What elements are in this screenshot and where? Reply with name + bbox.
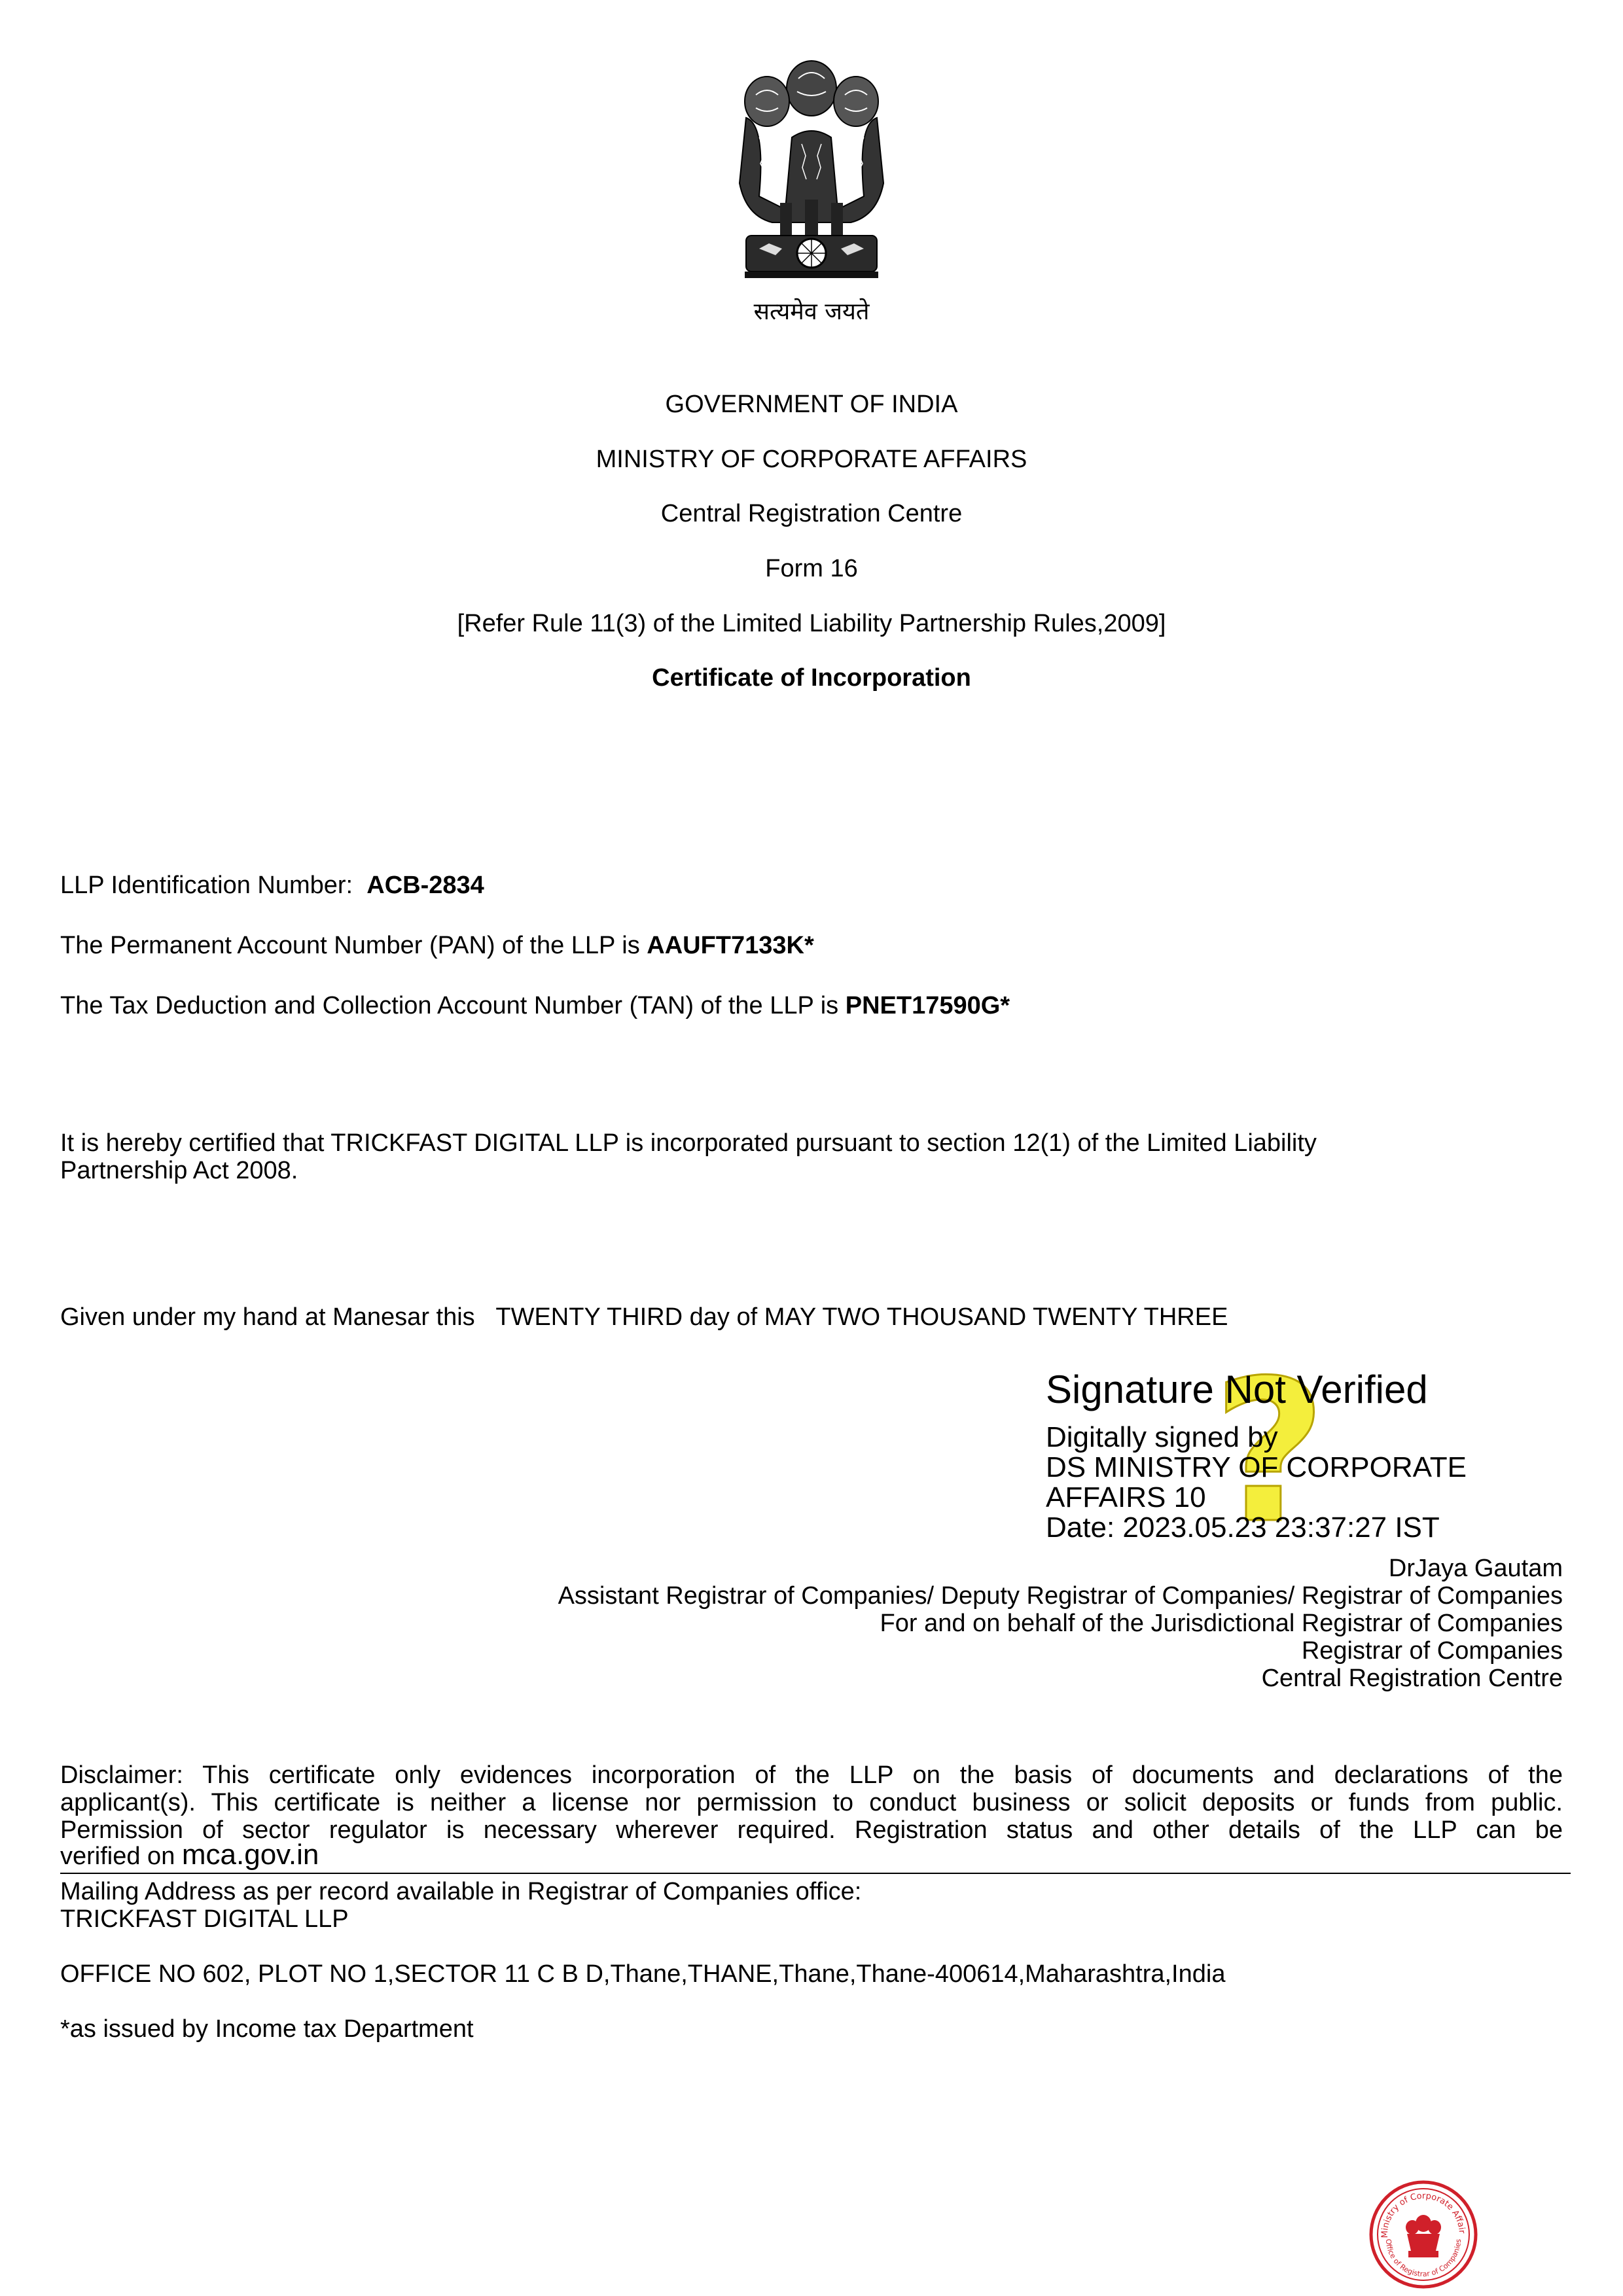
divider bbox=[60, 1873, 1571, 1874]
given-date: TWENTY THIRD day of MAY TWO THOUSAND TWENTY THREE bbox=[495, 1303, 1228, 1331]
national-emblem-lion-capital-icon bbox=[720, 52, 903, 301]
disclaimer-line-4 bbox=[60, 1841, 1563, 1870]
header-ministry: MINISTRY OF CORPORATE AFFAIRS bbox=[596, 446, 1027, 473]
emblem-motto: सत्यमेव जयते bbox=[753, 298, 870, 325]
given-prefix: Given under my hand at Manesar this bbox=[60, 1303, 475, 1331]
header-registration-centre: Central Registration Centre bbox=[660, 500, 963, 527]
registrar-title-2: For and on behalf of the Jurisdictional Registrar of Companies bbox=[880, 1610, 1563, 1637]
header-government: GOVERNMENT OF INDIA bbox=[665, 391, 958, 418]
certificate-title: Certificate of Incorporation bbox=[652, 664, 971, 692]
svg-text:Ministry of Corporate Affairs: Ministry of Corporate Affairs bbox=[1380, 2191, 1467, 2238]
mca-link[interactable]: mca.gov.in bbox=[181, 1839, 319, 1871]
disclaimer-line-3: Permission of sector regulator is necessary wherever required. Registration status and other details of the LLP can be bbox=[60, 1816, 1563, 1844]
registrar-title-3: Registrar of Companies bbox=[1301, 1637, 1563, 1665]
signature-line-1: Digitally signed by bbox=[1046, 1421, 1278, 1453]
header-form-number: Form 16 bbox=[765, 555, 858, 582]
llpin-label: LLP Identification Number: bbox=[60, 872, 353, 899]
signature-line-2: DS MINISTRY OF CORPORATE bbox=[1046, 1451, 1467, 1483]
signature-line-3: AFFAIRS 10 bbox=[1046, 1481, 1206, 1513]
registrar-title-4: Central Registration Centre bbox=[1261, 1665, 1563, 1692]
certification-line-2: Partnership Act 2008. bbox=[60, 1157, 298, 1184]
national-emblem bbox=[720, 52, 903, 301]
disclaimer-verified-prefix: verified on bbox=[60, 1843, 175, 1870]
tan-value: PNET17590G* bbox=[845, 992, 1010, 1019]
mailing-name: TRICKFAST DIGITAL LLP bbox=[60, 1905, 349, 1933]
llpin-value: ACB-2834 bbox=[366, 872, 484, 899]
llpin-line bbox=[60, 870, 484, 900]
tan-label: The Tax Deduction and Collection Account Number (TAN) of the LLP is bbox=[60, 992, 839, 1019]
disclaimer-line-2: applicant(s). This certificate is neither a license nor permission to conduct business or solicit deposits or funds from public. bbox=[60, 1789, 1563, 1816]
registrar-title-1: Assistant Registrar of Companies/ Deputy Registrar of Companies/ Registrar of Companies bbox=[558, 1582, 1563, 1610]
ministry-of-corporate-affairs-seal-icon bbox=[1368, 2179, 1479, 2290]
question-mark-icon: ? bbox=[1212, 1338, 1327, 1566]
pan-label: The Permanent Account Number (PAN) of the LLP is bbox=[60, 932, 640, 959]
svg-text:Office of Registrar of Compani: Office of Registrar of Companies bbox=[1383, 2238, 1463, 2279]
mailing-address: OFFICE NO 602, PLOT NO 1,SECTOR 11 C B D,Thane,THANE,Thane,Thane-400614,Maharashtra,India bbox=[60, 1960, 1226, 1988]
disclaimer-line-1: Disclaimer: This certificate only evidences incorporation of the LLP on the basis of documents and declarations of the bbox=[60, 1761, 1563, 1789]
given-line bbox=[60, 1302, 1228, 1332]
signature-date: Date: 2023.05.23 23:37:27 IST bbox=[1046, 1511, 1440, 1544]
mailing-label: Mailing Address as per record available in Registrar of Companies office: bbox=[60, 1878, 862, 1905]
signature-status: Signature Not Verified bbox=[1046, 1368, 1428, 1411]
registrar-name: DrJaya Gautam bbox=[1388, 1555, 1563, 1582]
header-rule-reference: [Refer Rule 11(3) of the Limited Liability Partnership Rules,2009] bbox=[457, 610, 1166, 637]
tan-line bbox=[60, 991, 1010, 1021]
pan-line bbox=[60, 930, 814, 961]
pan-value: AAUFT7133K* bbox=[647, 932, 814, 959]
footnote: *as issued by Income tax Department bbox=[60, 2015, 474, 2043]
certification-line-1: It is hereby certified that TRICKFAST DIGITAL LLP is incorporated pursuant to section 12(1) of the Limited Liability bbox=[60, 1129, 1317, 1157]
